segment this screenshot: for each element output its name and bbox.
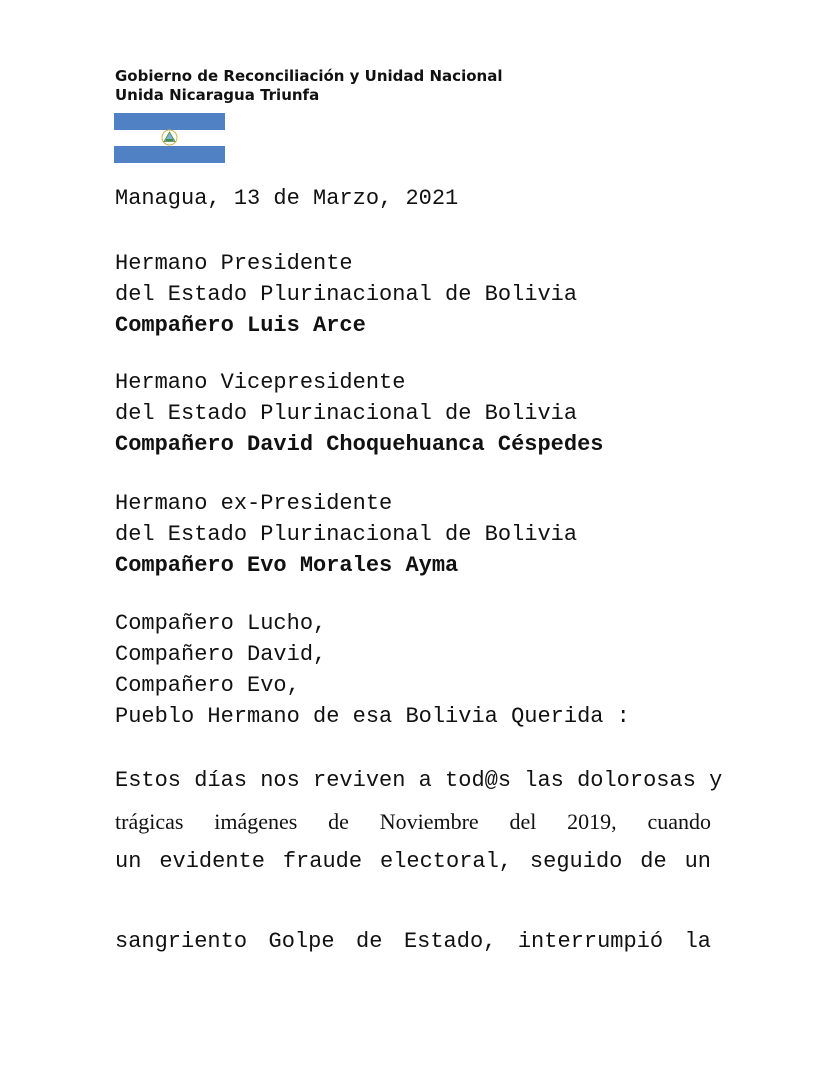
recipient-office: del Estado Plurinacional de Bolivia	[115, 522, 578, 547]
letterhead-line-2: Unida Nicaragua Triunfa	[115, 86, 320, 104]
body-line: trágicas imágenes de Noviembre del 2019, cuando	[115, 809, 711, 834]
recipient-office: del Estado Plurinacional de Bolivia	[115, 401, 578, 426]
letterhead-line-1: Gobierno de Reconciliación y Unidad Nacional	[115, 67, 503, 85]
recipient-3	[115, 488, 577, 581]
body-line: Estos días nos reviven a tod@s las dolorosas y	[115, 768, 723, 793]
recipient-name: Compañero Evo Morales Ayma	[115, 553, 459, 578]
body-line: un evidente fraude electoral, seguido de un	[115, 849, 711, 874]
body-line: sangriento Golpe de Estado, interrumpió la	[115, 929, 711, 954]
recipient-name: Compañero David Choquehuanca Céspedes	[115, 432, 604, 457]
salutation-line: Compañero Evo,	[115, 673, 300, 698]
letterhead	[115, 67, 502, 105]
date-line: Managua, 13 de Marzo, 2021	[115, 186, 459, 211]
recipient-title: Hermano Vicepresidente	[115, 370, 406, 395]
nicaragua-flag-icon	[114, 113, 225, 163]
recipient-office: del Estado Plurinacional de Bolivia	[115, 282, 578, 307]
coat-of-arms-icon	[160, 129, 179, 146]
salutation-line: Compañero Lucho,	[115, 611, 327, 636]
salutation-line: Compañero David,	[115, 642, 327, 667]
salutation-line: Pueblo Hermano de esa Bolivia Querida :	[115, 704, 630, 729]
recipient-name: Compañero Luis Arce	[115, 313, 366, 338]
recipient-2	[115, 367, 603, 460]
salutation	[115, 608, 630, 732]
recipient-title: Hermano Presidente	[115, 251, 353, 276]
recipient-1	[115, 248, 577, 341]
recipient-title: Hermano ex-Presidente	[115, 491, 393, 516]
